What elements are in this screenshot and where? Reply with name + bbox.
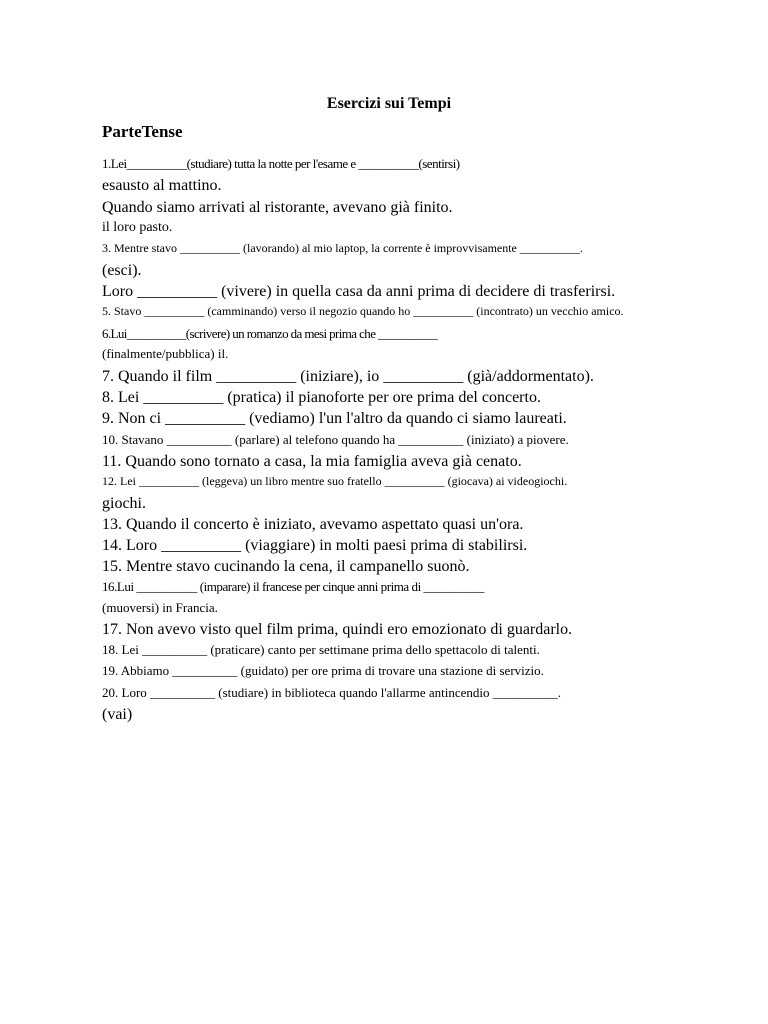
page-title: Esercizi sui Tempi — [326, 95, 452, 112]
exercise-line: 11. Quando sono tornato a casa, la mia famiglia aveva già cenato. — [102, 453, 522, 470]
exercise-line: 13. Quando il concerto è iniziato, avevamo aspettato quasi un'ora. — [102, 516, 524, 533]
exercise-line: (muoversi) in Francia. — [102, 600, 218, 615]
exercise-line: il loro pasto. — [102, 220, 173, 235]
exercise-line: 5. Stavo __________ (camminando) verso il negozio quando ho __________ (incontrato) un vecchio amico. — [102, 304, 624, 318]
exercise-line: 19. Abbiamo __________ (guidato) per ore prima di trovare una stazione di servizio. — [102, 663, 544, 678]
exercise-line: 18. Lei __________ (praticare) canto per settimane prima dello spettacolo di talenti. — [102, 642, 540, 657]
exercise-line: 16.Lui __________ (imparare) il francese per cinque anni prima di __________ — [102, 579, 485, 594]
exercise-line: Quando siamo arrivati al ristorante, avevano già finito. — [102, 199, 453, 216]
exercise-line: 17. Non avevo visto quel film prima, quindi ero emozionato di guardarlo. — [102, 621, 573, 638]
exercise-line: 3. Mentre stavo __________ (lavorando) al mio laptop, la corrente è improvvisamente __________. — [102, 241, 583, 255]
exercise-line: 10. Stavano __________ (parlare) al telefono quando ha __________ (iniziato) a piovere. — [102, 432, 569, 447]
exercise-line: (esci). — [102, 262, 142, 279]
exercise-line: (vai) — [102, 706, 133, 723]
exercise-line: esausto al mattino. — [102, 177, 222, 194]
exercise-line: 8. Lei __________ (pratica) il pianoforte per ore prima del concerto. — [102, 389, 541, 406]
exercise-line: 14. Loro __________ (viaggiare) in molti paesi prima di stabilirsi. — [102, 537, 528, 554]
exercise-line: Loro __________ (vivere) in quella casa da anni prima di decidere di trasferirsi. — [102, 283, 616, 300]
exercise-line: 20. Loro __________ (studiare) in biblioteca quando l'allarme antincendio __________. — [102, 685, 562, 700]
exercise-line: 1.Lei__________(studiare) tutta la notte per l'esame e __________(sentirsi) — [102, 156, 460, 171]
exercise-line: 15. Mentre stavo cucinando la cena, il campanello suonò. — [102, 558, 470, 575]
exercise-line: 7. Quando il film __________ (iniziare), io __________ (già/addormentato). — [102, 368, 594, 385]
exercise-line: 12. Lei __________ (leggeva) un libro mentre suo fratello __________ (giocava) ai videogiochi. — [102, 474, 568, 488]
section-heading: ParteTense — [102, 122, 183, 141]
exercise-line: 6.Lui__________(scrivere) un romanzo da mesi prima che __________ — [102, 326, 438, 341]
exercise-line: giochi. — [102, 495, 146, 512]
exercise-line: (finalmente/pubblica) il. — [102, 346, 229, 361]
exercise-line: 9. Non ci __________ (vediamo) l'un l'altro da quando ci siamo laureati. — [102, 410, 567, 427]
